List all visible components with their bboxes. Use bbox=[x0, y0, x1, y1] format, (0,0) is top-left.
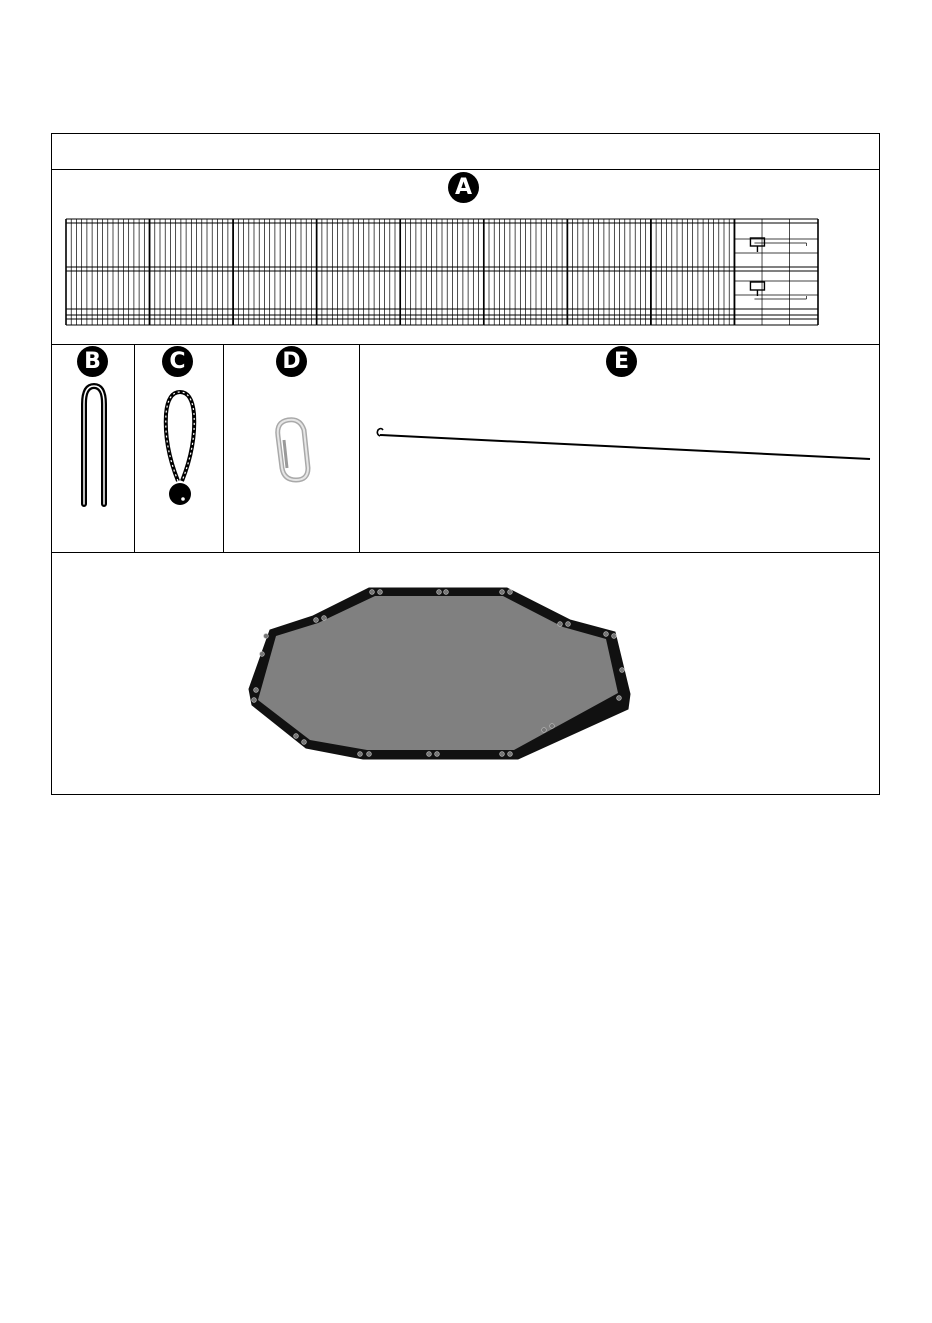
carabiner-icon bbox=[270, 416, 320, 486]
part-a-badge: A bbox=[448, 172, 479, 203]
octagon-floor-mat-icon bbox=[244, 582, 644, 772]
col-divider-b bbox=[134, 344, 135, 552]
part-b-badge: B bbox=[77, 346, 108, 377]
part-c-badge: C bbox=[162, 346, 193, 377]
ground-stake-rod-icon bbox=[374, 426, 874, 466]
part-e-badge: E bbox=[606, 346, 637, 377]
fence-panels-icon bbox=[66, 219, 826, 329]
col-divider-c bbox=[223, 344, 224, 552]
parts-sheet bbox=[51, 133, 880, 795]
row-divider-b bbox=[52, 552, 879, 553]
row-divider-a bbox=[52, 344, 879, 345]
col-divider-d bbox=[359, 344, 360, 552]
u-stake-icon bbox=[72, 384, 112, 514]
header-divider bbox=[52, 169, 879, 170]
bungee-ball-cord-icon bbox=[152, 386, 212, 516]
part-d-badge: D bbox=[276, 346, 307, 377]
